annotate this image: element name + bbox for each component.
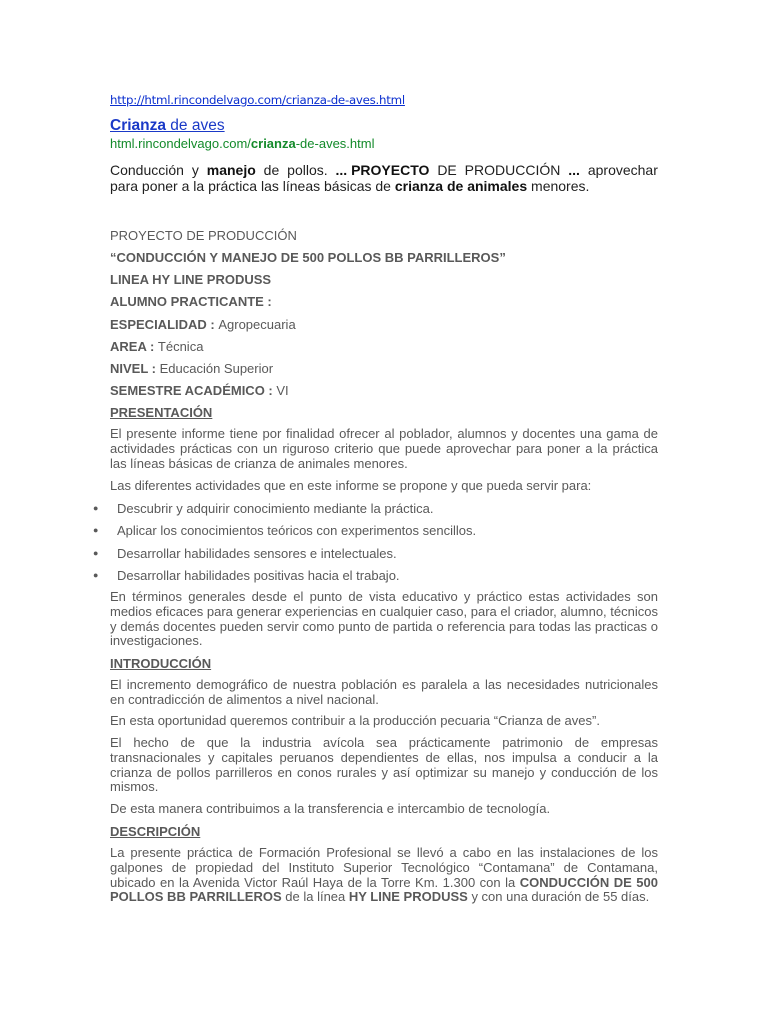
snippet-line2-bold: crianza de animales (394, 177, 528, 194)
snippet-line2-post: menores. (527, 177, 590, 194)
desc-text-bold-1: CONDUCCIÓN DE 500 POLLOS BB PARRILLEROS (110, 874, 658, 905)
desc-text-bold-2: HY LINE PRODUSS (348, 889, 468, 905)
doc-heading-proyecto-text: PROYECTO DE PRODUCCIÓN (110, 228, 297, 243)
bullet-item (93, 568, 400, 583)
desc-text-pre: La presente práctica de Formación Profesional se llevó a cabo en las instalaciones de los galpones de propiedad del Instituto Superior Tecnológico “Contamana” de Contamana, ubicado en la Avenida Victor Raúl Haya de la Torre Km. 1.300 con la (110, 845, 658, 890)
section-heading-presentacion: PRESENTACIÓN (110, 405, 213, 420)
intro-paragraph-1: El incremento demográfico de nuestra población es paralela a las necesidades nutricionales en contradicción de alimentos a nivel nacional. (110, 677, 658, 707)
snippet-line-1 (110, 163, 658, 179)
bullet-dot-icon: ● (93, 548, 99, 558)
field-especialidad (110, 317, 296, 332)
intro-paragraph-3: El hecho de que la industria avícola sea prácticamente patrimonio de empresas transnacionales y capitales peruanos dependientes de ellas, nos impulsa a conducir a la crianza de pollos parrilleros en conos rurales y así optimizar su manejo y conducción de los mismos. (110, 735, 658, 795)
result-title-bold: Crianza (110, 117, 166, 134)
snippet-word: y (191, 162, 199, 178)
bullet-text: Desarrollar habilidades positivas hacia el trabajo. (117, 568, 400, 583)
section-heading-descripcion: DESCRIPCIÓN (110, 824, 201, 839)
result-url-bold: crianza (250, 136, 296, 151)
result-title-rest: de aves (166, 117, 225, 134)
result-title-link[interactable] (110, 117, 225, 135)
desc-text-post: y con una duración de 55 días. (467, 889, 650, 905)
intro-paragraph-2: En esta oportunidad queremos contribuir a la producción pecuaria “Crianza de aves”. (110, 713, 600, 728)
snippet-word: Conducción (110, 162, 184, 178)
intro-paragraph-4: De esta manera contribuimos a la transferencia e intercambio de tecnología. (110, 801, 551, 816)
bullet-text: Aplicar los conocimientos teóricos con experimentos sencillos. (117, 523, 477, 538)
desc-text-mid: de la línea (281, 889, 349, 905)
snippet-word: aprovechar (587, 162, 658, 178)
snippet-line2-pre: para poner a la práctica las líneas básicas de (110, 177, 395, 194)
bullet-item (93, 523, 476, 538)
field-area-label: AREA : (110, 339, 158, 354)
field-area (110, 339, 203, 354)
field-semestre-label: SEMESTRE ACADÉMICO : (110, 383, 277, 398)
snippet-line-2 (110, 179, 658, 195)
field-nivel (110, 361, 273, 376)
field-especialidad-label: ESPECIALIDAD : (110, 317, 219, 332)
doc-heading-title: “CONDUCCIÓN Y MANEJO DE 500 POLLOS BB PARRILLEROS” (110, 250, 506, 265)
field-semestre (110, 383, 289, 398)
field-nivel-label: NIVEL : (110, 361, 160, 376)
snippet-word: manejo (206, 162, 256, 178)
snippet-word: ... (568, 162, 580, 178)
bullet-dot-icon: ● (93, 570, 99, 580)
field-semestre-value: VI (276, 383, 289, 398)
presentacion-paragraph-1: El presente informe tiene por finalidad ofrecer al poblador, alumnos y docentes una gama de actividades prácticas con un riguroso criterio que puede aprovechar para poner a la práctica las líneas básicas de crianza de animales menores. (110, 426, 658, 471)
result-snippet (110, 163, 658, 194)
result-url-pre: html.rincondelvago.com/ (110, 136, 251, 151)
section-heading-introduccion: INTRODUCCIÓN (110, 656, 212, 671)
field-alumno: ALUMNO PRACTICANTE : (110, 294, 272, 309)
bullet-item (93, 501, 433, 516)
snippet-word: pollos. (287, 162, 328, 178)
snippet-word: DE (437, 162, 457, 178)
presentacion-paragraph-2: Las diferentes actividades que en este informe se propone y que pueda servir para: (110, 478, 592, 493)
field-nivel-value: Educación Superior (159, 361, 274, 376)
bullet-item (93, 546, 397, 561)
result-url-post: -de-aves.html (295, 136, 375, 151)
bullet-dot-icon: ● (93, 503, 99, 513)
field-area-value: Técnica (157, 339, 204, 354)
bullet-text: Desarrollar habilidades sensores e intelectuales. (117, 546, 397, 561)
snippet-word: ... PROYECTO (335, 162, 430, 178)
doc-heading-linea: LINEA HY LINE PRODUSS (110, 272, 272, 287)
snippet-word: PRODUCCIÓN (464, 162, 561, 178)
descripcion-paragraph (110, 846, 658, 905)
field-especialidad-value: Agropecuaria (218, 317, 296, 332)
presentacion-paragraph-3: En términos generales desde el punto de vista educativo y práctico estas actividades son medios eficaces para generar experiencias en cualquier caso, para el criador, alumno, técnicos y demás docentes pueden servir como punto de partida o referencia para todas las practicas o investigaciones. (110, 589, 658, 649)
bullet-dot-icon: ● (93, 525, 99, 535)
doc-heading-proyecto (110, 228, 297, 243)
source-link[interactable]: http://html.rincondelvago.com/crianza-de-aves.html (110, 93, 405, 107)
result-url (110, 136, 374, 151)
snippet-word: de (263, 162, 280, 178)
bullet-text: Descubrir y adquirir conocimiento mediante la práctica. (117, 501, 434, 516)
